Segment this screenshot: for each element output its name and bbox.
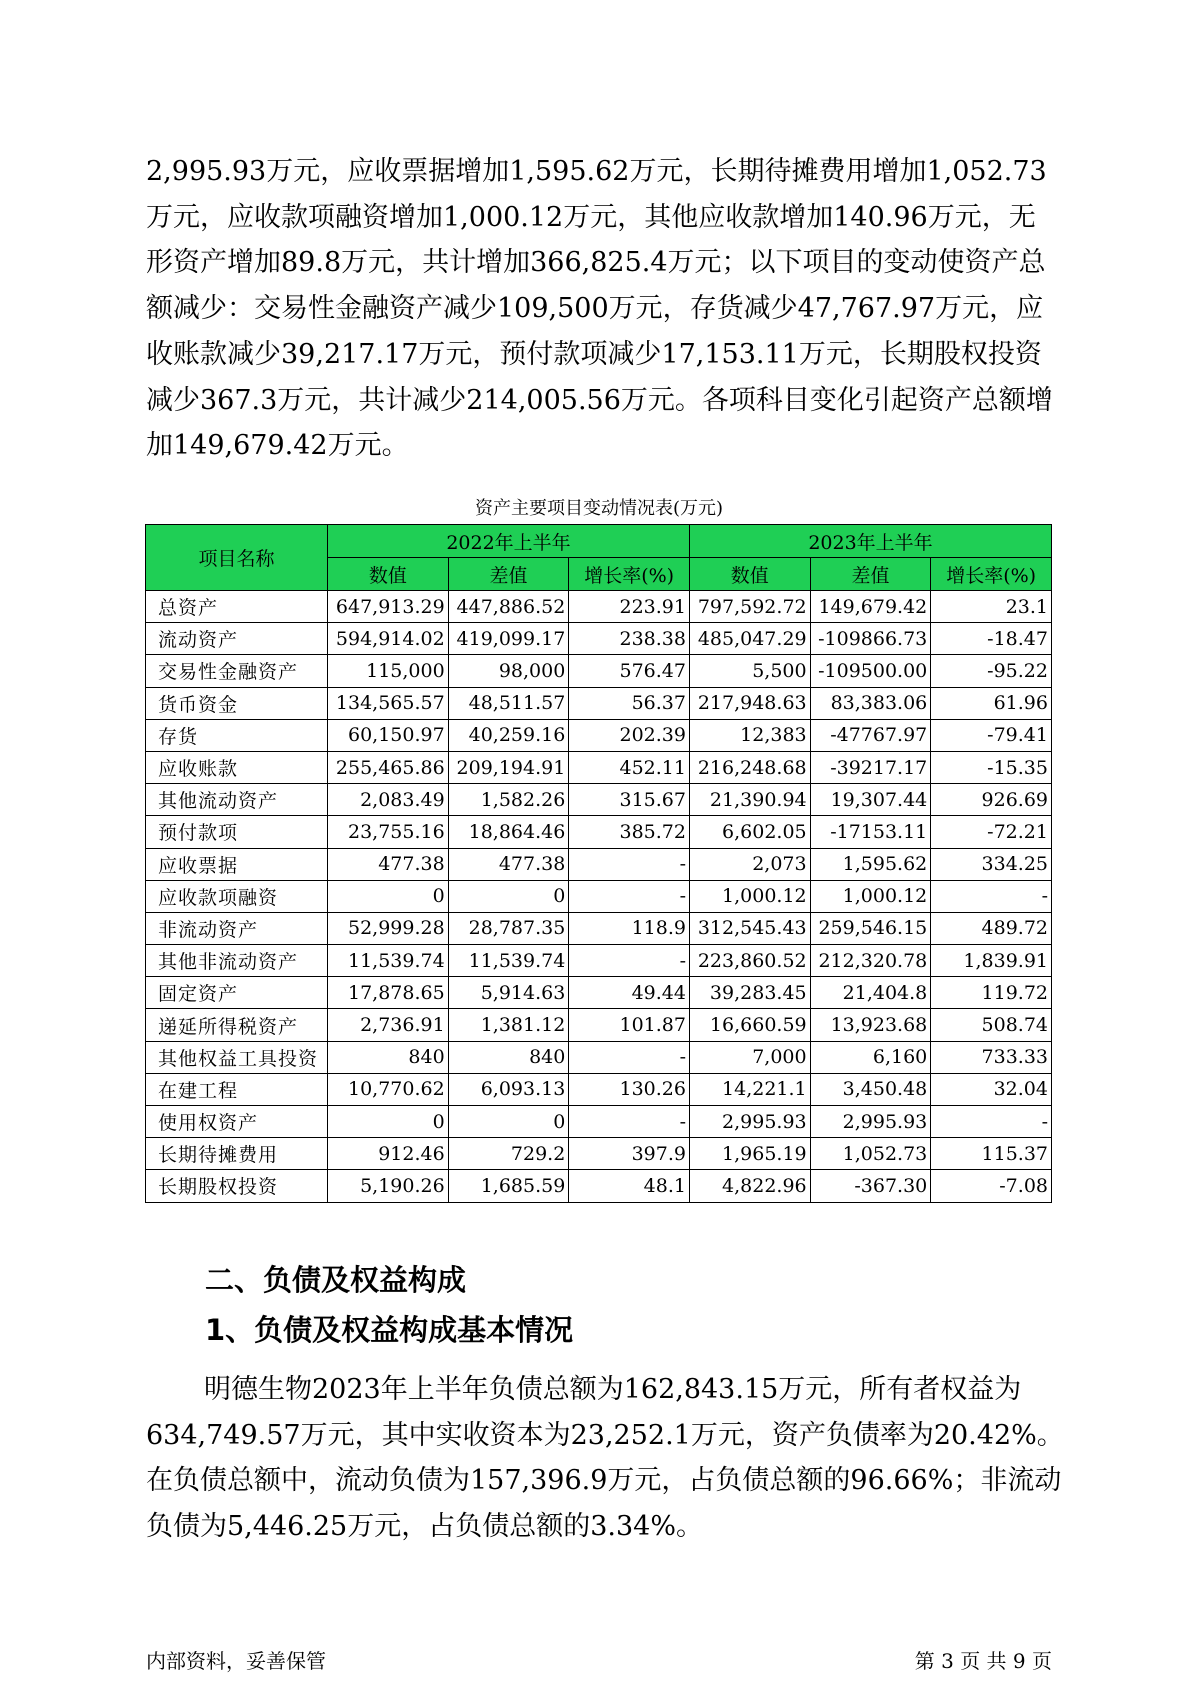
- table-cell: 419,099.17: [448, 623, 569, 655]
- table-row: [146, 816, 1052, 848]
- row-label: 其他非流动资产: [146, 945, 328, 977]
- table-cell: 17,878.65: [328, 977, 449, 1009]
- table-cell: 11,539.74: [448, 945, 569, 977]
- table-cell: 729.2: [448, 1138, 569, 1170]
- table-row: [146, 719, 1052, 751]
- table-cell: 130.26: [569, 1073, 690, 1105]
- header-value-2023: 数值: [689, 558, 810, 591]
- table-cell: 312,545.43: [689, 912, 810, 944]
- table-cell: -7.08: [931, 1170, 1052, 1202]
- table-row: [146, 912, 1052, 944]
- table-cell: 40,259.16: [448, 719, 569, 751]
- table-cell: -47767.97: [810, 719, 931, 751]
- table-cell: 48,511.57: [448, 687, 569, 719]
- table-cell: 223,860.52: [689, 945, 810, 977]
- table-cell: 5,914.63: [448, 977, 569, 1009]
- table-cell: 18,864.46: [448, 816, 569, 848]
- table-cell: 7,000: [689, 1041, 810, 1073]
- table-cell: 733.33: [931, 1041, 1052, 1073]
- table-cell: 840: [328, 1041, 449, 1073]
- table-cell: 452.11: [569, 751, 690, 783]
- text-line: 额减少：交易性金融资产减少109,500万元，存货减少47,767.97万元，应: [146, 293, 1044, 325]
- table-row: [146, 687, 1052, 719]
- table-caption: 资产主要项目变动情况表(万元): [474, 498, 724, 519]
- table-cell: 16,660.59: [689, 1009, 810, 1041]
- table-cell: 2,736.91: [328, 1009, 449, 1041]
- table-cell: -79.41: [931, 719, 1052, 751]
- table-cell: 61.96: [931, 687, 1052, 719]
- table-cell: 101.87: [569, 1009, 690, 1041]
- section-heading: 二、负债及权益构成: [205, 1263, 467, 1297]
- table-cell: 1,685.59: [448, 1170, 569, 1202]
- table-cell: 98,000: [448, 655, 569, 687]
- text-line: 加149,679.42万元。: [146, 430, 409, 462]
- table-cell: 397.9: [569, 1138, 690, 1170]
- table-cell: 315.67: [569, 784, 690, 816]
- table-cell: 477.38: [328, 848, 449, 880]
- row-label: 交易性金融资产: [146, 655, 328, 687]
- table-row: [146, 848, 1052, 880]
- table-cell: -: [569, 945, 690, 977]
- table-cell: 594,914.02: [328, 623, 449, 655]
- table-row: [146, 591, 1052, 623]
- table-cell: 83,383.06: [810, 687, 931, 719]
- table-cell: 6,160: [810, 1041, 931, 1073]
- table-cell: 209,194.91: [448, 751, 569, 783]
- text-line: 在负债总额中，流动负债为157,396.9万元，占负债总额的96.66%；非流动: [146, 1465, 1062, 1497]
- table-cell: 0: [448, 880, 569, 912]
- table-row: [146, 945, 1052, 977]
- table-cell: 2,995.93: [810, 1106, 931, 1138]
- header-growth-2023: 增长率(%): [931, 558, 1052, 591]
- table-cell: -95.22: [931, 655, 1052, 687]
- table-cell: 134,565.57: [328, 687, 449, 719]
- table-cell: 255,465.86: [328, 751, 449, 783]
- row-label: 应收款项融资: [146, 880, 328, 912]
- row-label: 在建工程: [146, 1073, 328, 1105]
- row-label: 递延所得税资产: [146, 1009, 328, 1041]
- row-label: 其他权益工具投资: [146, 1041, 328, 1073]
- text-line: 2,995.93万元，应收票据增加1,595.62万元，长期待摊费用增加1,052.73: [146, 156, 1047, 187]
- table-cell: 21,390.94: [689, 784, 810, 816]
- asset-changes-table: [145, 524, 1052, 1203]
- table-cell: 23.1: [931, 591, 1052, 623]
- table-cell: 115,000: [328, 655, 449, 687]
- row-label: 固定资产: [146, 977, 328, 1009]
- table-cell: 5,190.26: [328, 1170, 449, 1202]
- row-label: 使用权资产: [146, 1106, 328, 1138]
- table-cell: 1,965.19: [689, 1138, 810, 1170]
- table-row: [146, 880, 1052, 912]
- table-row: [146, 1106, 1052, 1138]
- header-diff-2023: 差值: [810, 558, 931, 591]
- table-cell: 5,500: [689, 655, 810, 687]
- table-cell: 485,047.29: [689, 623, 810, 655]
- table-cell: 3,450.48: [810, 1073, 931, 1105]
- table-cell: 385.72: [569, 816, 690, 848]
- table-cell: 212,320.78: [810, 945, 931, 977]
- section-subheading: 1、负债及权益构成基本情况: [205, 1313, 574, 1347]
- row-label: 总资产: [146, 591, 328, 623]
- header-period-2023: 2023年上半年: [689, 525, 1051, 558]
- table-cell: 508.74: [931, 1009, 1052, 1041]
- table-cell: 926.69: [931, 784, 1052, 816]
- paragraph-liabilities: [146, 1367, 1064, 1550]
- table-cell: 32.04: [931, 1073, 1052, 1105]
- table-cell: 797,592.72: [689, 591, 810, 623]
- table-cell: 10,770.62: [328, 1073, 449, 1105]
- header-period-2022: 2022年上半年: [328, 525, 690, 558]
- table-row: [146, 1138, 1052, 1170]
- header-item-name: 项目名称: [146, 525, 328, 591]
- text-line: 负债为5,446.25万元，占负债总额的3.34%。: [146, 1511, 704, 1543]
- row-label: 应收票据: [146, 848, 328, 880]
- header-growth-2022: 增长率(%): [569, 558, 690, 591]
- table-cell: 49.44: [569, 977, 690, 1009]
- row-label: 流动资产: [146, 623, 328, 655]
- table-row: [146, 623, 1052, 655]
- table-cell: 489.72: [931, 912, 1052, 944]
- table-row: [146, 751, 1052, 783]
- table-cell: 52,999.28: [328, 912, 449, 944]
- table-cell: -39217.17: [810, 751, 931, 783]
- row-label: 应收账款: [146, 751, 328, 783]
- text-line: 万元，应收款项融资增加1,000.12万元，其他应收款增加140.96万元，无: [146, 201, 1036, 233]
- table-cell: 23,755.16: [328, 816, 449, 848]
- table-cell: -109500.00: [810, 655, 931, 687]
- table-cell: 2,073: [689, 848, 810, 880]
- table-cell: 217,948.63: [689, 687, 810, 719]
- table-cell: 1,052.73: [810, 1138, 931, 1170]
- table-cell: 14,221.1: [689, 1073, 810, 1105]
- table-body: [146, 591, 1052, 1203]
- table-cell: 12,383: [689, 719, 810, 751]
- table-cell: 223.91: [569, 591, 690, 623]
- table-cell: 447,886.52: [448, 591, 569, 623]
- footer-page-number: 第 3 页 共 9 页: [914, 1649, 1052, 1673]
- table-cell: -: [569, 1041, 690, 1073]
- table-cell: 840: [448, 1041, 569, 1073]
- table-row: [146, 1041, 1052, 1073]
- footer-confidential-note: 内部资料，妥善保管: [146, 1649, 326, 1673]
- table-cell: 259,546.15: [810, 912, 931, 944]
- row-label: 货币资金: [146, 687, 328, 719]
- table-cell: 6,093.13: [448, 1073, 569, 1105]
- table-row: [146, 1170, 1052, 1202]
- text-line: 减少367.3万元，共计减少214,005.56万元。各项科目变化引起资产总额增: [146, 384, 1053, 416]
- table-cell: 1,000.12: [689, 880, 810, 912]
- table-row: [146, 784, 1052, 816]
- table-cell: -367.30: [810, 1170, 931, 1202]
- table-cell: 1,839.91: [931, 945, 1052, 977]
- table-cell: 115.37: [931, 1138, 1052, 1170]
- table-cell: 118.9: [569, 912, 690, 944]
- paragraph-asset-changes: [146, 149, 1052, 469]
- table-cell: 4,822.96: [689, 1170, 810, 1202]
- row-label: 预付款项: [146, 816, 328, 848]
- table-cell: 0: [328, 1106, 449, 1138]
- row-label: 存货: [146, 719, 328, 751]
- table-cell: 576.47: [569, 655, 690, 687]
- table-cell: 1,595.62: [810, 848, 931, 880]
- table-cell: 21,404.8: [810, 977, 931, 1009]
- table-cell: 11,539.74: [328, 945, 449, 977]
- table-cell: 216,248.68: [689, 751, 810, 783]
- table-cell: -109866.73: [810, 623, 931, 655]
- table-cell: 19,307.44: [810, 784, 931, 816]
- table-cell: 1,582.26: [448, 784, 569, 816]
- text-line: 明德生物2023年上半年负债总额为162,843.15万元，所有者权益为: [204, 1374, 1022, 1405]
- table-row: [146, 1073, 1052, 1105]
- text-line: 634,749.57万元，其中实收资本为23,252.1万元，资产负债率为20.42%。: [146, 1419, 1064, 1451]
- table-cell: -: [569, 880, 690, 912]
- text-line: 收账款减少39,217.17万元，预付款项减少17,153.11万元，长期股权投资: [146, 338, 1042, 370]
- table-cell: 149,679.42: [810, 591, 931, 623]
- table-cell: 202.39: [569, 719, 690, 751]
- row-label: 长期股权投资: [146, 1170, 328, 1202]
- table-cell: 1,000.12: [810, 880, 931, 912]
- table-cell: 912.46: [328, 1138, 449, 1170]
- table-cell: 13,923.68: [810, 1009, 931, 1041]
- row-label: 长期待摊费用: [146, 1138, 328, 1170]
- table-cell: 238.38: [569, 623, 690, 655]
- table-cell: -: [931, 880, 1052, 912]
- table-cell: -17153.11: [810, 816, 931, 848]
- header-value-2022: 数值: [328, 558, 449, 591]
- table-cell: -: [569, 1106, 690, 1138]
- table-cell: 0: [448, 1106, 569, 1138]
- table-cell: 647,913.29: [328, 591, 449, 623]
- table-cell: 6,602.05: [689, 816, 810, 848]
- table-cell: 1,381.12: [448, 1009, 569, 1041]
- table-cell: 2,995.93: [689, 1106, 810, 1138]
- table-row: [146, 977, 1052, 1009]
- row-label: 其他流动资产: [146, 784, 328, 816]
- table-cell: -: [931, 1106, 1052, 1138]
- table-row: [146, 655, 1052, 687]
- table-cell: 28,787.35: [448, 912, 569, 944]
- table-cell: 39,283.45: [689, 977, 810, 1009]
- header-diff-2022: 差值: [448, 558, 569, 591]
- row-label: 非流动资产: [146, 912, 328, 944]
- table-cell: -15.35: [931, 751, 1052, 783]
- text-line: 形资产增加89.8万元，共计增加366,825.4万元；以下项目的变动使资产总: [146, 247, 1046, 279]
- table-cell: -72.21: [931, 816, 1052, 848]
- table-cell: 119.72: [931, 977, 1052, 1009]
- table-cell: 334.25: [931, 848, 1052, 880]
- table-cell: -: [569, 848, 690, 880]
- header-row-periods: [146, 525, 1052, 558]
- table-cell: 60,150.97: [328, 719, 449, 751]
- table-cell: 477.38: [448, 848, 569, 880]
- table-cell: 56.37: [569, 687, 690, 719]
- table-cell: 0: [328, 880, 449, 912]
- table-cell: 48.1: [569, 1170, 690, 1202]
- table-cell: 2,083.49: [328, 784, 449, 816]
- table-row: [146, 1009, 1052, 1041]
- table-cell: -18.47: [931, 623, 1052, 655]
